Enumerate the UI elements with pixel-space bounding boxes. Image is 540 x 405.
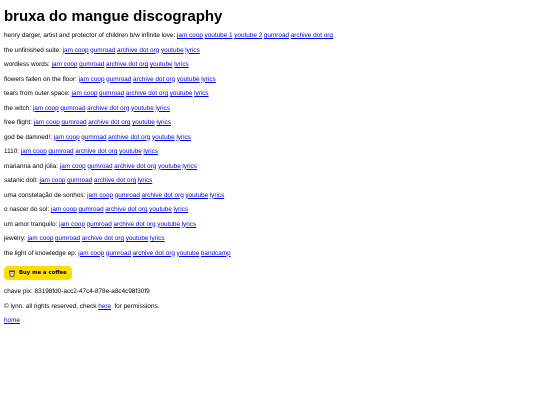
entry-link-bandcamp[interactable]: bandcamp — [200, 249, 231, 257]
entry-title: the unfinished suite: — [4, 46, 61, 54]
entry-link-archive-dot-org[interactable]: archive dot org — [108, 133, 151, 141]
discography-entry — [4, 105, 540, 113]
discography-entry — [4, 90, 540, 98]
entry-link-jam-coop[interactable]: jam coop — [20, 148, 47, 155]
entry-title: wordless words: — [4, 61, 50, 68]
entry-link-lyrics[interactable]: lyrics — [174, 61, 189, 68]
entry-title: um amor tranquilo: — [4, 220, 58, 228]
entry-link-lyrics[interactable]: lyrics — [143, 148, 158, 155]
coffee-cup-icon — [8, 269, 16, 277]
entry-link-archive-dot-org[interactable]: archive dot org — [88, 119, 131, 126]
entry-link-gumroad[interactable]: gumroad — [48, 148, 74, 155]
entry-link-archive-dot-org[interactable]: archive dot org — [93, 177, 137, 184]
entry-link-youtube[interactable]: youtube — [125, 235, 149, 242]
entry-link-gumroad[interactable]: gumroad — [60, 104, 86, 112]
entry-title: satanic doll: — [4, 177, 38, 184]
entry-link-jam-coop[interactable]: jam coop — [50, 206, 77, 213]
entry-link-lyrics[interactable]: lyrics — [209, 191, 225, 199]
discography-entry — [4, 163, 540, 171]
pix-key: chave pix: 83198fd0-acc2-47c4-878e-a8c4c98f30f9 — [4, 288, 150, 295]
entry-link-youtube[interactable]: youtube — [131, 104, 154, 112]
discography-entry — [4, 47, 540, 55]
entry-link-archive-dot-org[interactable]: archive dot org — [125, 90, 169, 97]
permissions-link[interactable]: here — [98, 302, 112, 310]
entry-link-youtube[interactable]: youtube — [185, 191, 209, 199]
entry-link-jam-coop[interactable]: jam coop — [71, 90, 98, 97]
entry-title: uma constelação de sonhos: — [4, 191, 86, 199]
discography-entry — [4, 119, 540, 127]
entry-link-archive-dot-org[interactable]: archive dot org — [105, 206, 148, 213]
buy-me-a-coffee-button[interactable] — [4, 266, 72, 280]
entry-link-lyrics[interactable]: lyrics — [182, 162, 197, 170]
discography-entry — [4, 177, 540, 185]
entry-link-jam-coop[interactable]: jam coop — [78, 75, 105, 83]
discography-entry — [4, 221, 540, 229]
discography-list — [4, 32, 540, 257]
entry-link-jam-coop[interactable]: jam coop — [39, 177, 66, 184]
entry-link-lyrics[interactable]: lyrics — [194, 90, 209, 97]
entry-link-archive-dot-org[interactable]: archive dot org — [87, 104, 130, 112]
entry-link-jam-coop[interactable]: jam coop — [32, 104, 59, 112]
entry-link-archive-dot-org[interactable]: archive dot org — [113, 220, 156, 228]
buy-me-a-coffee-label: Buy me a coffee — [19, 270, 67, 276]
entry-link-jam-coop[interactable]: jam coop — [51, 61, 78, 68]
copyright-text-end: for permissions. — [112, 302, 160, 310]
copyright-notice — [4, 303, 540, 311]
entry-link-gumroad[interactable]: gumroad — [78, 206, 104, 213]
page-title: bruxa do mangue discography — [4, 8, 223, 25]
discography-entry — [4, 192, 540, 200]
entry-link-jam-coop[interactable]: jam coop — [87, 191, 114, 199]
entry-link-jam-coop[interactable]: jam coop — [27, 235, 54, 242]
discography-entry — [4, 61, 540, 69]
entry-title: marianna and júlia: — [4, 162, 58, 170]
entry-link-gumroad[interactable]: gumroad — [81, 133, 107, 141]
entry-link-gumroad[interactable]: gumroad — [106, 75, 132, 83]
entry-link-youtube[interactable]: youtube — [176, 75, 200, 83]
entry-link-lyrics[interactable]: lyrics — [156, 119, 171, 126]
entry-link-lyrics[interactable]: lyrics — [137, 177, 153, 184]
entry-link-jam-coop[interactable]: jam coop — [177, 32, 203, 39]
entry-link-archive-dot-org[interactable]: archive dot org — [105, 61, 149, 68]
entry-link-gumroad[interactable]: gumroad — [67, 177, 93, 184]
entry-link-archive-dot-org[interactable]: archive dot org — [117, 46, 160, 54]
entry-link-gumroad[interactable]: gumroad — [90, 46, 116, 54]
entry-link-jam-coop[interactable]: jam coop — [59, 220, 85, 228]
entry-link-archive-dot-org[interactable]: archive dot org — [81, 235, 125, 242]
entry-link-lyrics[interactable]: lyrics — [185, 46, 200, 54]
entry-link-youtube[interactable]: youtube — [149, 61, 173, 68]
entry-link-gumroad[interactable]: gumroad — [86, 220, 112, 228]
entry-link-youtube[interactable]: youtube — [151, 133, 175, 141]
entry-link-youtube[interactable]: youtube — [169, 90, 193, 97]
entry-title: o nascer do sol: — [4, 206, 50, 213]
entry-title: 1110: — [4, 148, 20, 155]
entry-link-archive-dot-org[interactable]: archive dot org — [132, 75, 176, 83]
entry-link-archive-dot-org[interactable]: archive dot org — [132, 249, 175, 257]
discography-entry — [4, 148, 540, 156]
entry-link-jam-coop[interactable]: jam coop — [33, 119, 60, 126]
discography-entry — [4, 250, 540, 258]
entry-link-lyrics[interactable]: lyrics — [150, 235, 165, 242]
entry-title: flowers fallen on the floor: — [4, 75, 77, 83]
discography-entry — [4, 134, 540, 142]
entry-link-youtube[interactable]: youtube — [157, 220, 181, 228]
entry-link-archive-dot-org[interactable]: archive dot org — [114, 162, 157, 170]
copyright-text: © lynn. all rights reserved. check — [4, 302, 99, 310]
entry-link-gumroad[interactable]: gumroad — [54, 235, 81, 242]
entry-link-gumroad[interactable]: gumroad — [105, 249, 132, 257]
entry-link-gumroad[interactable]: gumroad — [79, 61, 105, 68]
entry-link-youtube[interactable]: youtube — [149, 206, 172, 213]
entry-title: jewelry: — [4, 235, 26, 242]
discography-entry — [4, 76, 540, 84]
entry-link-lyrics[interactable]: lyrics — [181, 220, 197, 228]
entry-link-archive-dot-org[interactable]: archive dot org — [141, 191, 184, 199]
entry-link-youtube-1[interactable]: youtube 1 — [204, 32, 233, 39]
entry-title: free flight: — [4, 119, 33, 126]
entry-link-archive-dot-org[interactable]: archive dot org — [75, 148, 118, 155]
entry-link-archive-dot-org[interactable]: archive dot org — [290, 32, 333, 39]
home-link[interactable]: home — [4, 317, 20, 324]
entry-link-youtube[interactable]: youtube — [158, 162, 181, 170]
entry-link-youtube[interactable]: youtube — [176, 249, 200, 257]
entry-link-gumroad[interactable]: gumroad — [87, 162, 113, 170]
entry-link-jam-coop[interactable]: jam coop — [78, 249, 105, 257]
discography-entry — [4, 32, 540, 40]
entry-link-gumroad[interactable]: gumroad — [99, 90, 125, 97]
entry-title: tears from outer space: — [4, 90, 70, 97]
entry-link-lyrics[interactable]: lyrics — [155, 104, 170, 112]
entry-title: the light of knowledge ep: — [4, 249, 77, 257]
entry-link-lyrics[interactable]: lyrics — [201, 75, 216, 83]
entry-title: god be damned!: — [4, 133, 52, 141]
entry-link-jam-coop[interactable]: jam coop — [59, 162, 86, 170]
entry-link-jam-coop[interactable]: jam coop — [53, 133, 80, 141]
entry-link-gumroad[interactable]: gumroad — [61, 119, 87, 126]
entry-title: the witch: — [4, 104, 31, 112]
entry-link-gumroad[interactable]: gumroad — [114, 191, 140, 199]
discography-entry — [4, 235, 540, 243]
entry-link-lyrics[interactable]: lyrics — [173, 206, 189, 213]
entry-link-youtube[interactable]: youtube — [119, 148, 142, 155]
entry-link-youtube[interactable]: youtube — [160, 46, 184, 54]
entry-link-lyrics[interactable]: lyrics — [176, 133, 191, 141]
entry-link-youtube-2[interactable]: youtube 2 — [234, 32, 263, 39]
entry-link-gumroad[interactable]: gumroad — [263, 32, 290, 39]
discography-entry — [4, 206, 540, 214]
entry-link-jam-coop[interactable]: jam coop — [62, 46, 89, 54]
entry-link-youtube[interactable]: youtube — [132, 119, 155, 126]
entry-title: henry darger, artist and protector of children b/w infinite love: — [4, 32, 176, 39]
